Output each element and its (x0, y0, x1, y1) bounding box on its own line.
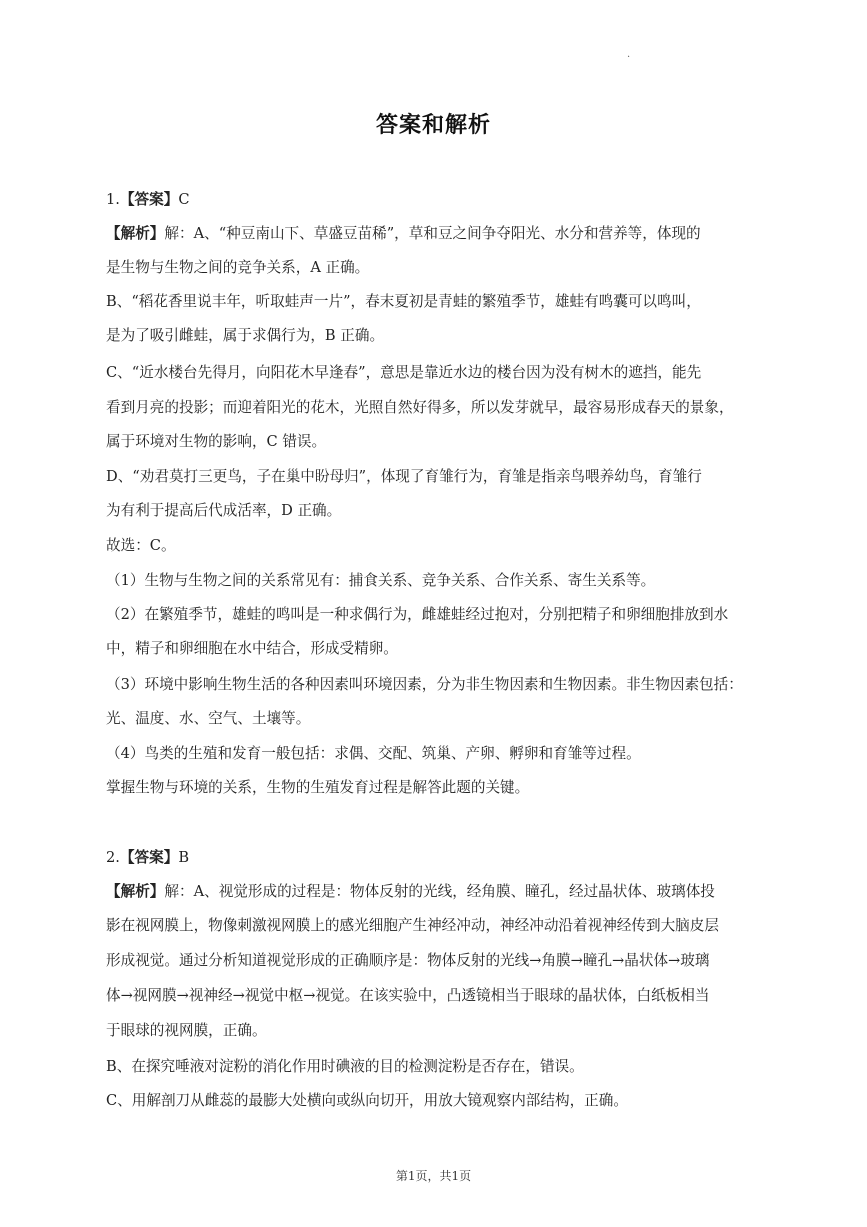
q1-analysis-line-8: D、“劝君莫打三更鸟，子在巢中盼母归”，体现了育雏行为，育雏是指亲鸟喂养幼鸟，育雏行 (106, 468, 702, 485)
q1-analysis-line-9: 为有利于提高后代成活率，D 正确。 (106, 502, 342, 519)
q2-analysis-line-5: 于眼球的视网膜，正确。 (106, 1022, 267, 1039)
top-mark: · (627, 52, 631, 63)
q2-analysis-line-3: 形成视觉。通过分析知道视觉形成的正确顺序是：物体反射的光线→角膜→瞳孔→晶状体→玻璃 (106, 952, 710, 969)
q2-analysis-text: 解：A、视觉形成的过程是：物体反射的光线，经角膜、瞳孔，经过晶状体、玻璃体投 (164, 883, 715, 900)
q1-answer-label: 【答案】 (119, 191, 179, 208)
q1-analysis-line-7: 属于环境对生物的影响，C 错误。 (106, 433, 327, 450)
q1-analysis-line-3: B、“稻花香里说丰年，听取蛙声一片”，春末夏初是青蛙的繁殖季节，雄蛙有鸣囊可以鸣叫， (106, 293, 701, 310)
q1-point-3a: （3）环境中影响生物生活的各种因素叫环境因素，分为非生物因素和生物因素。非生物因素包括： (106, 676, 743, 693)
q1-point-3b: 光、温度、水、空气、土壤等。 (106, 710, 311, 727)
page-footer: 第1页，共1页 (395, 1169, 472, 1183)
q1-analysis-line-4: 是为了吸引雌蛙，属于求偶行为，B 正确。 (106, 327, 385, 344)
q1-analysis-text: 解：A、“种豆南山下、草盛豆苗稀”，草和豆之间争夺阳光、水分和营养等，体现的 (164, 225, 701, 242)
q1-choice-line: 故选：C。 (106, 537, 176, 554)
q2-analysis-label: 【解析】 (106, 883, 165, 900)
q2-analysis-line-1 (106, 882, 790, 902)
q2-analysis-line-4: 体→视网膜→视神经→视觉中枢→视觉。在该实验中，凸透镜相当于眼球的晶状体，白纸板相当 (106, 987, 710, 1004)
q2-analysis-line-2: 影在视网膜上，物像刺激视网膜上的感光细胞产生神经冲动，神经冲动沿着视神经传到大脑皮层 (106, 917, 719, 934)
q2-answer-label: 【答案】 (119, 849, 179, 866)
q2-analysis-line-6: B、在探究唾液对淀粉的消化作用时碘液的目的检测淀粉是否存在，错误。 (106, 1058, 584, 1075)
q1-point-4: （4）鸟类的生殖和发育一般包括：求偶、交配、筑巢、产卵、孵卵和育雏等过程。 (106, 745, 641, 762)
q1-point-2b: 中，精子和卵细胞在水中结合，形成受精卵。 (106, 640, 398, 657)
q1-answer: C (178, 191, 190, 208)
q2-number: 2. (106, 849, 120, 866)
q1-analysis-label: 【解析】 (106, 225, 165, 242)
q2-answer-line (106, 848, 790, 868)
q2-analysis-line-7: C、用解剖刀从雌蕊的最膨大处横向或纵向切开，用放大镜观察内部结构，正确。 (106, 1092, 628, 1109)
q1-analysis-line-5: C、“近水楼台先得月，向阳花木早逢春”，意思是靠近水边的楼台因为没有树木的遮挡，能先 (106, 364, 702, 381)
q2-answer: B (178, 849, 190, 866)
q1-point-1: （1）生物与生物之间的关系常见有：捕食关系、竞争关系、合作关系、寄生关系等。 (106, 572, 656, 589)
page-title: 答案和解析 (375, 112, 491, 138)
q1-analysis-line-2: 是生物与生物之间的竞争关系，A 正确。 (106, 259, 370, 276)
q1-analysis-line-1 (106, 224, 790, 244)
q1-number: 1. (106, 191, 120, 208)
q1-point-2a: （2）在繁殖季节，雄蛙的鸣叫是一种求偶行为，雌雄蛙经过抱对，分别把精子和卵细胞排放到水 (106, 606, 729, 623)
q1-summary: 掌握生物与环境的关系，生物的生殖发育过程是解答此题的关键。 (106, 779, 530, 796)
q1-analysis-line-6: 看到月亮的投影；而迎着阳光的花木，光照自然好得多，所以发芽就早，最容易形成春天的景象， (106, 399, 734, 416)
q1-answer-line (106, 190, 790, 210)
